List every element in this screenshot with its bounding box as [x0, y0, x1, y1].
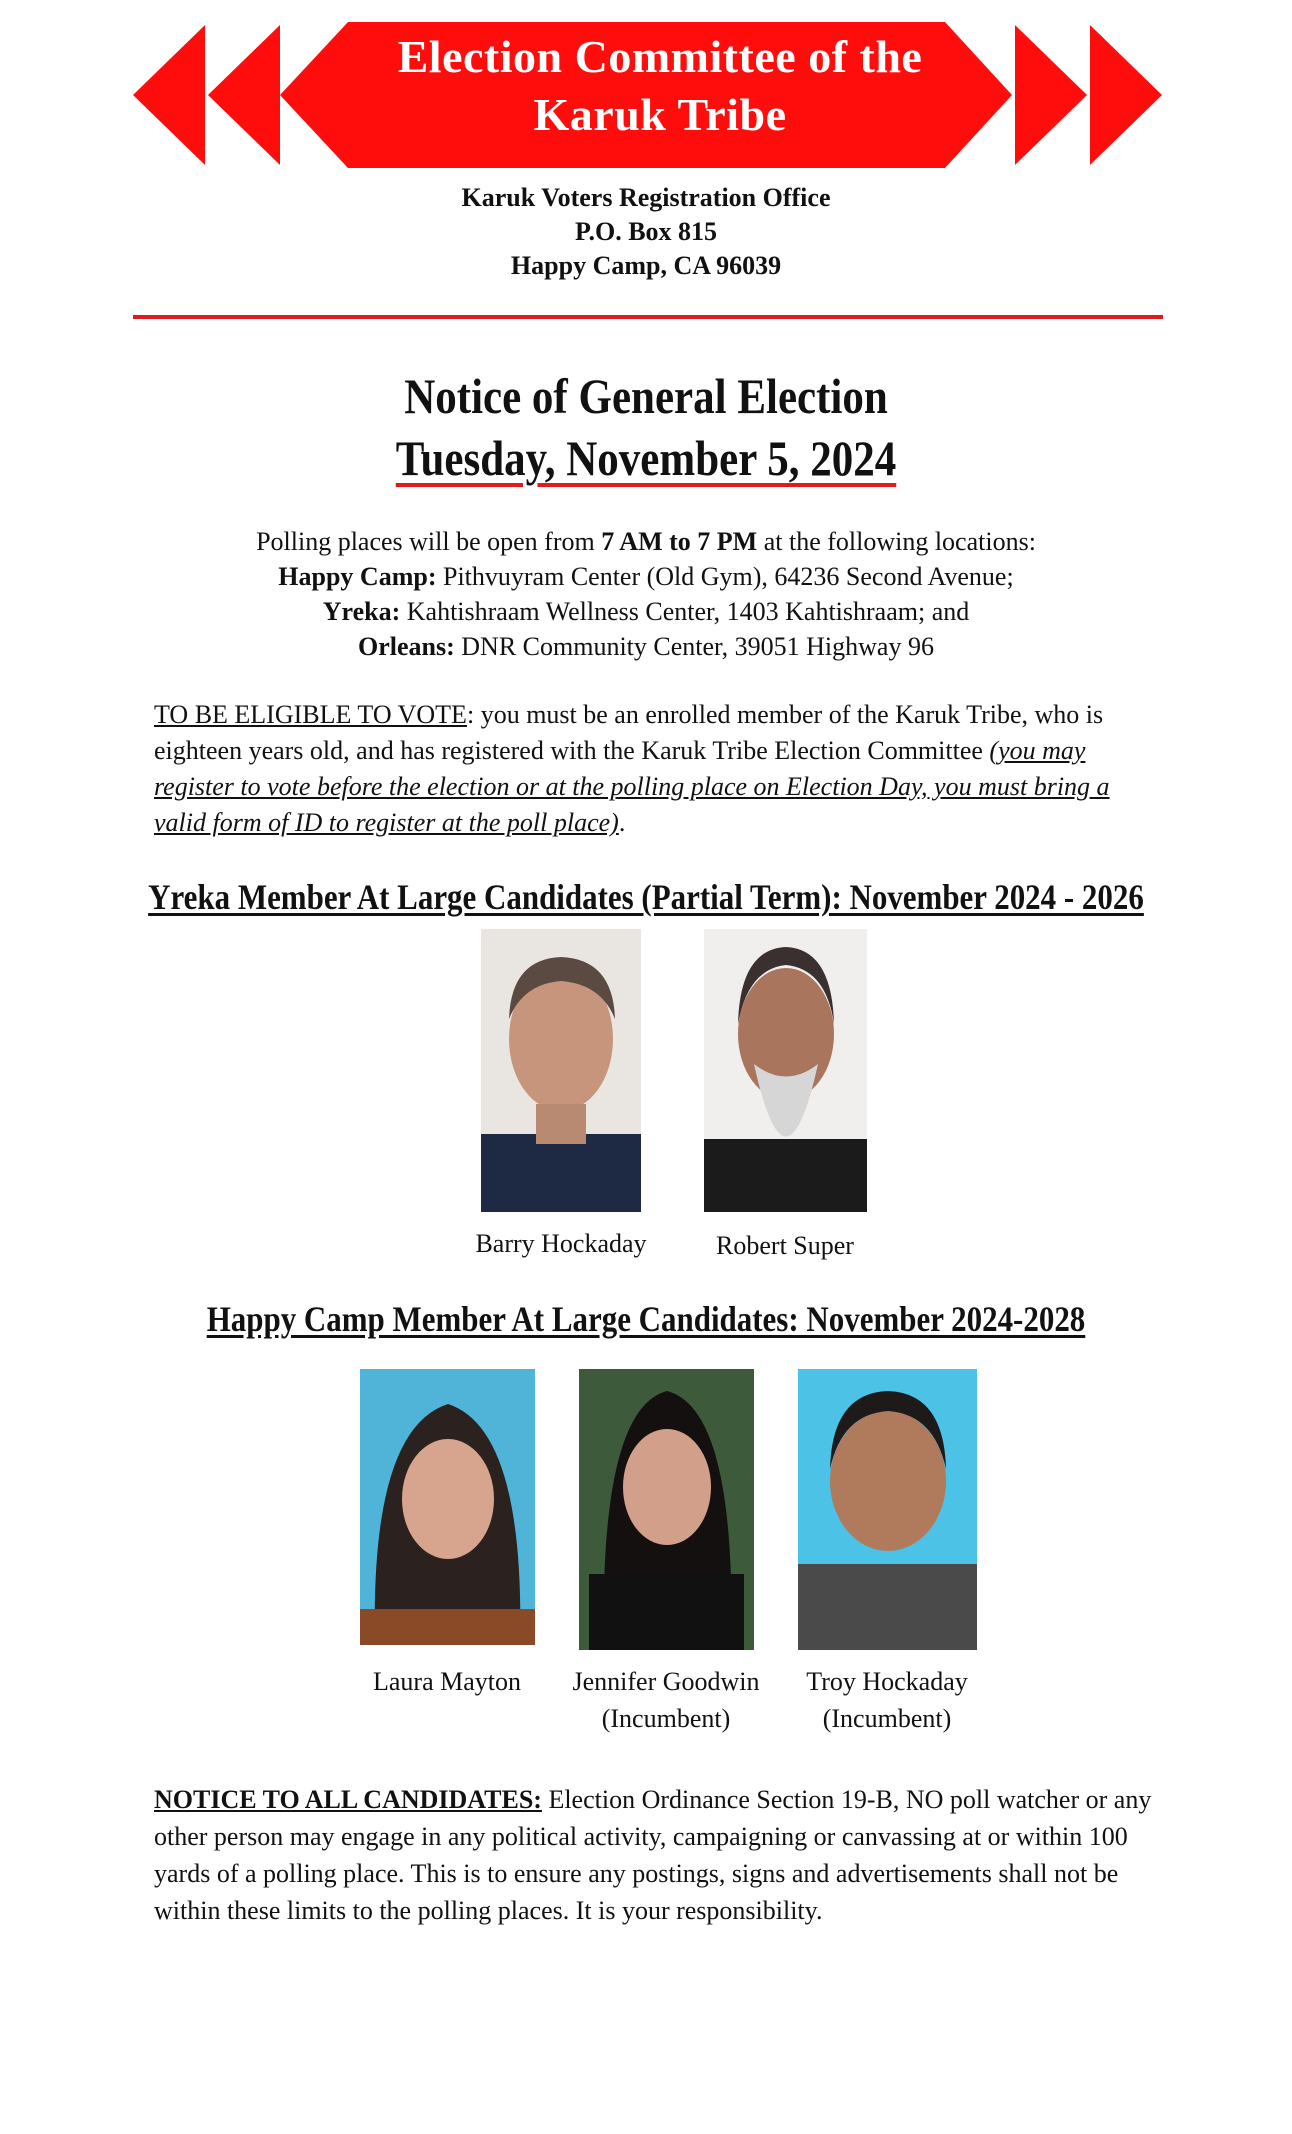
candidates-notice-heading: NOTICE TO ALL CANDIDATES: — [154, 1785, 542, 1814]
location-detail: Kahtishraam Wellness Center, 1403 Kahtishraam; and — [400, 597, 970, 626]
polling-intro-after: at the following locations: — [757, 527, 1036, 556]
left-outer-arrow-icon — [133, 25, 205, 165]
candidate-name-laura-mayton: Laura Mayton — [372, 1667, 521, 1696]
eligibility-colon: : — [466, 700, 475, 729]
eligibility-paragraph — [154, 697, 1154, 841]
candidate-photo-barry-hockaday — [481, 929, 641, 1212]
location-yreka — [0, 594, 1292, 629]
candidate-name-jennifer-goodwin: Jennifer Goodwin — [572, 1667, 760, 1696]
office-name: Karuk Voters Registration Office — [461, 183, 831, 212]
polling-intro — [0, 524, 1292, 559]
location-detail: Pithvuyram Center (Old Gym), 64236 Second Avenue; — [436, 562, 1014, 591]
candidate-name-robert-super: Robert Super — [716, 1231, 854, 1260]
po-box: P.O. Box 815 — [574, 217, 718, 246]
location-orleans — [0, 629, 1292, 664]
left-inner-arrow-icon — [208, 25, 280, 165]
candidates-notice-text: Election Ordinance Section 19-B, NO poll watcher or any other person may engage in any political activity, campaigning or canvassing at or within 100 yards of a polling place. This is to ensure any postings, signs and advertisements shall not be within these limits to the polling places. It is your responsibility. — [154, 1785, 1152, 1925]
candidate-name-barry-hockaday: Barry Hockaday — [475, 1229, 647, 1258]
banner-title-line2: Karuk Tribe — [533, 89, 787, 140]
yreka-section-heading — [90, 875, 1201, 919]
banner-title-line1: Election Committee of the — [397, 31, 923, 82]
candidate-photo-laura-mayton — [360, 1369, 535, 1645]
header-divider — [133, 315, 1163, 319]
eligibility-text: you must be an enrolled member of the Karuk Tribe, who is eighteen years old, and has registered with the Karuk Tribe Election Committee — [154, 700, 1104, 765]
location-name: Yreka: — [322, 597, 401, 626]
election-date-text: Tuesday, November 5, 2024 — [395, 430, 897, 486]
eligibility-end: . — [618, 808, 626, 837]
candidates-notice-paragraph — [154, 1781, 1164, 1929]
candidate-note-jennifer-goodwin: (Incumbent) — [601, 1704, 731, 1733]
location-detail: DNR Community Center, 39051 Highway 96 — [454, 632, 934, 661]
city-state-zip: Happy Camp, CA 96039 — [510, 251, 782, 280]
candidate-note-troy-hockaday: (Incumbent) — [822, 1704, 952, 1733]
happy-camp-heading-text: Happy Camp Member At Large Candidates: November 2024-2028 — [206, 1299, 1086, 1339]
yreka-heading-text: Yreka Member At Large Candidates (Partial Term): November 2024 - 2026 — [148, 877, 1144, 917]
polling-intro-before: Polling places will be open from — [256, 527, 602, 556]
eligibility-registration-note: (you may register to vote before the election or at the polling place on Election Day, you must bring a valid form of ID to register at the poll place) — [154, 736, 1110, 837]
candidate-name-troy-hockaday: Troy Hockaday — [806, 1667, 968, 1696]
location-happy-camp — [0, 559, 1292, 594]
location-name: Happy Camp: — [278, 562, 437, 591]
election-date — [90, 428, 1201, 488]
right-inner-arrow-icon — [1015, 25, 1087, 165]
candidate-photo-robert-super — [704, 929, 867, 1212]
candidate-photo-troy-hockaday — [798, 1369, 977, 1650]
location-name: Orleans: — [358, 632, 455, 661]
polling-hours: 7 AM to 7 PM — [601, 527, 758, 556]
candidate-photo-jennifer-goodwin — [579, 1369, 754, 1650]
eligibility-heading: TO BE ELIGIBLE TO VOTE — [154, 700, 467, 729]
happy-camp-section-heading — [90, 1297, 1201, 1341]
right-outer-arrow-icon — [1090, 25, 1162, 165]
notice-title: Notice of General Election — [404, 368, 888, 424]
